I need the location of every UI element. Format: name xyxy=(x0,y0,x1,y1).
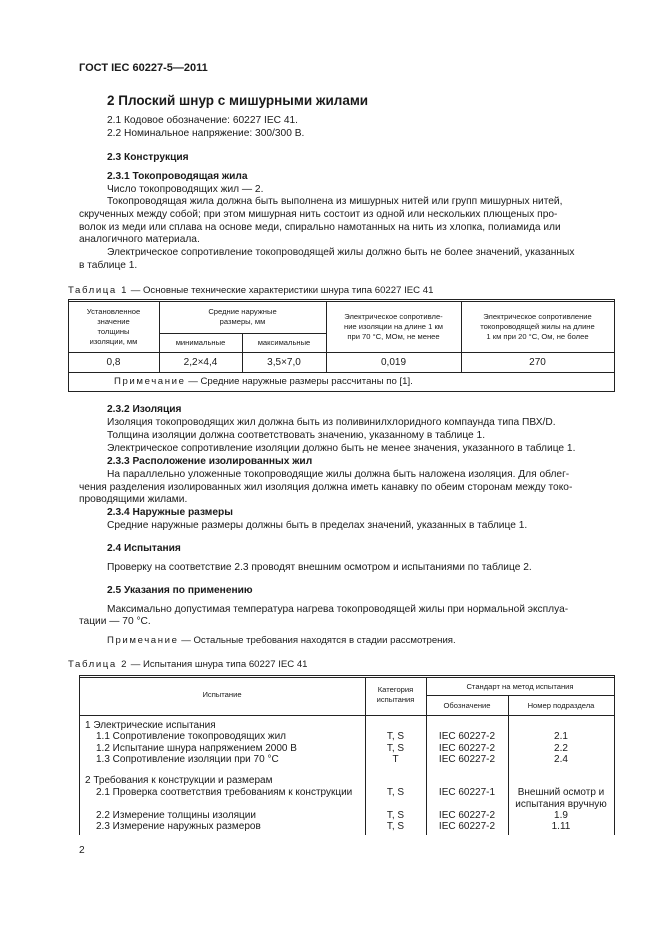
table2-row-category: T xyxy=(392,754,399,765)
table2-row-category: T, S xyxy=(386,731,405,742)
table2-row-subsection: Внешний осмотр и испытания вручную xyxy=(515,787,607,810)
table2-row-test: 1.1 Сопротивление токопроводящих жил xyxy=(96,731,286,742)
usage-line: Максимально допустимая температура нагрева токопроводящей жилы при нормальной эксплуа- xyxy=(107,604,569,615)
arrangement-line: проводящими жилами. xyxy=(79,494,188,505)
table2-row-standard: IEC 60227-2 xyxy=(438,754,496,765)
table2-caption: Таблица 2 — Испытания шнура типа 60227 IEC 41 xyxy=(68,659,308,670)
heading-2-3: 2.3 Конструкция xyxy=(107,152,189,163)
heading-2-5: 2.5 Указания по применению xyxy=(107,585,253,596)
table2-header-standard: Стандарт на метод испытания xyxy=(466,682,574,691)
table1-header-conductor-resistance: Электрическое сопротивление токопроводящей жилы на длине 1 км при 20 °С, Ом, не более xyxy=(480,312,595,341)
conductor-para-line: аналогичного материала. xyxy=(79,234,200,245)
table2-row-standard: IEC 60227-2 xyxy=(438,743,496,754)
page-number: 2 xyxy=(79,845,85,856)
table2-group-title: 2 Требования к конструкции и размерам xyxy=(85,775,273,786)
table1-header-min: минимальные xyxy=(175,338,226,347)
conductor-para-line: скрученных между собой; при этом мишурная нить состоит из одной или нескольких плющеных про- xyxy=(79,209,558,220)
table2-group-title: 1 Электрические испытания xyxy=(85,720,216,731)
table2-row-test: 1.2 Испытание шнура напряжением 2000 В xyxy=(96,743,297,754)
table2-row-category: T, S xyxy=(386,810,405,821)
table2-row-standard: IEC 60227-2 xyxy=(438,731,496,742)
conductor-para-line: волок из меди или сплава на основе меди, спирально намотанных на нить из хлопка, полиамида или xyxy=(79,222,561,233)
table2-row-category: T, S xyxy=(386,743,405,754)
table2-header-category: Категория испытания xyxy=(376,685,415,704)
usage-note: Примечание — Остальные требования находятся в стадии рассмотрения. xyxy=(107,635,456,646)
table2-row-test: 2.2 Измерение толщины изоляции xyxy=(96,810,256,821)
tests-line: Проверку на соответствие 2.3 проводят внешним осмотром и испытаниями по таблице 2. xyxy=(107,562,532,573)
table1-cell: 3,5×7,0 xyxy=(267,357,301,368)
table2-header-test: Испытание xyxy=(202,690,242,699)
table1-header-max: максимальные xyxy=(257,338,311,347)
arrangement-line: чения разделения изолированных жил изоляция должна иметь канавку по обеим сторонам между токо- xyxy=(79,482,573,493)
heading-2-4: 2.4 Испытания xyxy=(107,543,181,554)
table1-cell: 270 xyxy=(529,357,546,368)
heading-2-3-1: 2.3.1 Токопроводящая жила xyxy=(107,171,248,182)
insulation-line: Изоляция токопроводящих жил должна быть из поливинилхлоридного компаунда типа ПВХ/D. xyxy=(107,417,556,428)
table2-header-subsection: Номер подраздела xyxy=(527,701,595,710)
document-id: ГОСТ IEC 60227-5—2011 xyxy=(79,62,208,74)
table1-header-insulation-resistance: Электрическое сопротивле- ние изоляции на длине 1 км при 70 °С, МОм, не менее xyxy=(344,312,443,341)
table1-cell: 0,019 xyxy=(380,357,407,368)
heading-2-3-4: 2.3.4 Наружные размеры xyxy=(107,507,233,518)
table1-note: Примечание — Средние наружные размеры рассчитаны по [1]. xyxy=(114,376,413,387)
table1-cell: 2,2×4,4 xyxy=(183,357,218,368)
table2-row-standard: IEC 60227-2 xyxy=(438,821,496,832)
section-title: 2 Плоский шнур с мишурными жилами xyxy=(107,93,369,108)
table1-cell: 0,8 xyxy=(106,357,121,368)
table2-row-standard: IEC 60227-1 xyxy=(438,787,496,798)
conductor-para-line: Токопроводящая жила должна быть выполнена из мишурных нитей или групп мишурных нитей, xyxy=(107,196,563,207)
table2-row-subsection: 2.1 xyxy=(554,731,568,742)
resistance-para-line: в таблице 1. xyxy=(79,260,138,271)
table1-header-thickness: Установленное значение толщины изоляции, мм xyxy=(86,307,141,346)
table2-row-test: 2.3 Измерение наружных размеров xyxy=(96,821,261,832)
table2-row-category: T, S xyxy=(386,821,405,832)
table2-row-test: 2.1 Проверка соответствия требованиям к конструкции xyxy=(96,787,353,798)
table2-row-standard: IEC 60227-2 xyxy=(438,810,496,821)
table1-caption: Таблица 1 — Основные технические характеристики шнура типа 60227 IEC 41 xyxy=(68,285,434,296)
dimensions-line: Средние наружные размеры должны быть в пределах значений, указанных в таблице 1. xyxy=(107,520,528,531)
heading-2-3-2: 2.3.2 Изоляция xyxy=(107,404,182,415)
table2-row-test: 1.3 Сопротивление изоляции при 70 °С xyxy=(96,754,279,765)
insulation-line: Электрическое сопротивление изоляции должно быть не менее значения, указанного в таблице 1. xyxy=(107,443,576,454)
usage-line: тации — 70 °С. xyxy=(79,616,151,627)
table2-row-subsection: 1.11 xyxy=(551,821,571,832)
table2-header-designation: Обозначение xyxy=(443,701,491,710)
table2-row-subsection: 2.4 xyxy=(554,754,568,765)
clause-2-2: 2.2 Номинальное напряжение: 300/300 В. xyxy=(107,128,305,139)
heading-2-3-3: 2.3.3 Расположение изолированных жил xyxy=(107,456,313,467)
table2-row-category: T, S xyxy=(386,787,405,798)
table2-row-subsection: 2.2 xyxy=(554,743,568,754)
insulation-line: Толщина изоляции должна соответствовать значению, указанному в таблице 1. xyxy=(107,430,486,441)
table1-header-dimensions: Средние наружные размеры, мм xyxy=(208,307,277,326)
table2-row-subsection: 1.9 xyxy=(554,810,568,821)
arrangement-line: На параллельно уложенные токопроводящие жилы должна быть наложена изоляция. Для облег- xyxy=(107,469,570,480)
clause-2-1: 2.1 Кодовое обозначение: 60227 IEC 41. xyxy=(107,115,298,126)
resistance-para-line: Электрическое сопротивление токопроводящей жилы должно быть не более значений, указанных xyxy=(107,247,575,258)
conductor-count: Число токопроводящих жил — 2. xyxy=(107,184,264,195)
